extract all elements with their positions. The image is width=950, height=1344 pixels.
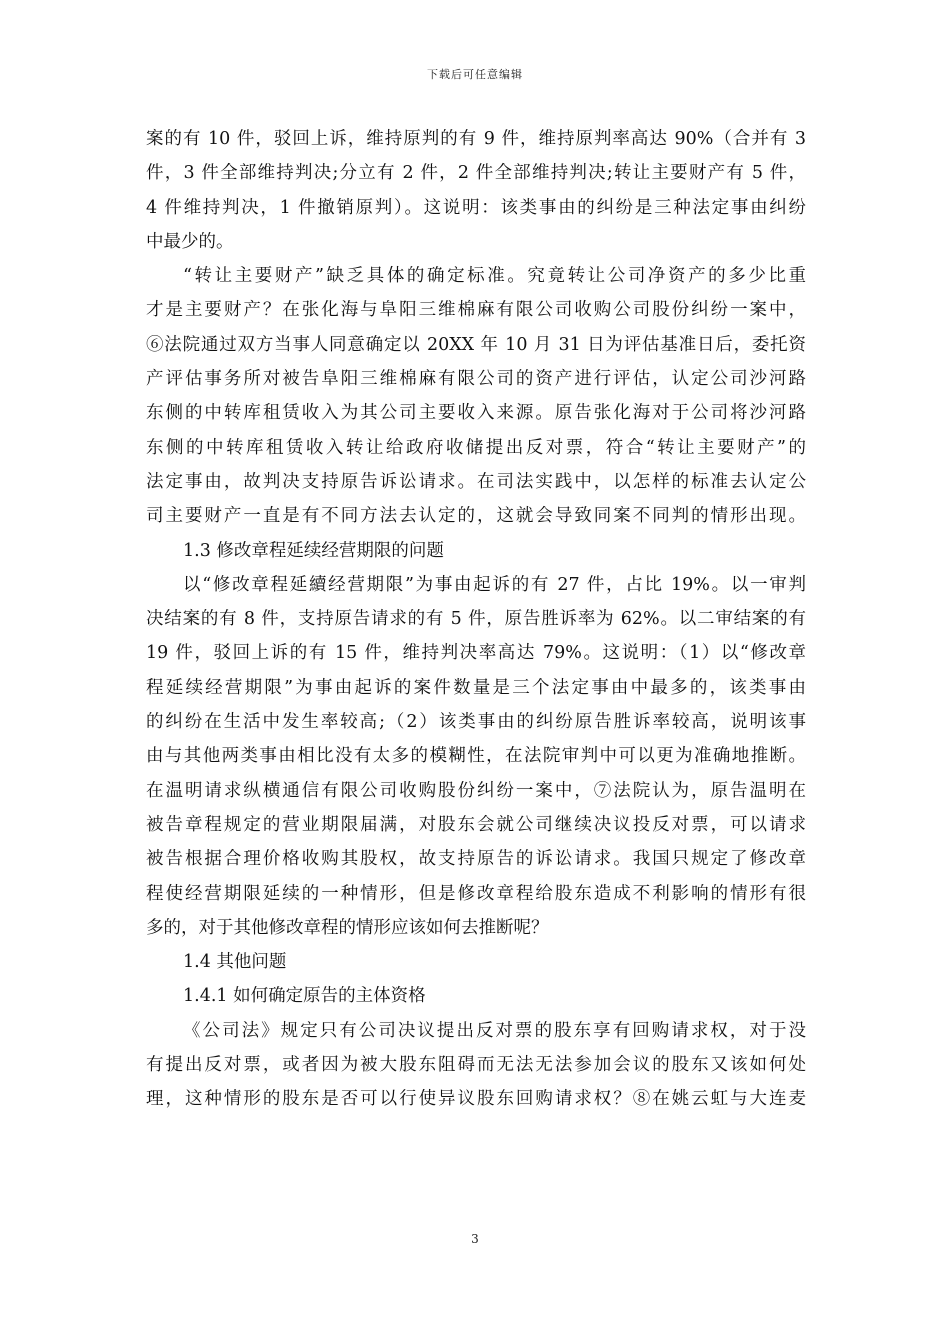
body-text xyxy=(146,122,806,1117)
subsection-heading: 1.4.1 如何确定原告的主体资格 xyxy=(183,986,426,1007)
text-line: 被告章程规定的营业期限届满，对股东会就公司继续决议投反对票，可以请求 xyxy=(146,814,806,835)
paragraph-first-line: 《公司法》规定只有公司决议提出反对票的股东享有回购请求权，对于没 xyxy=(183,1020,806,1041)
text-line: 件，3 件全部维持判决;分立有 2 件，2 件全部维持判决;转让主要财产有 5 件， xyxy=(146,163,806,184)
text-line: 决结案的有 8 件，支持原告请求的有 5 件，原告胜诉率为 62%。以二审结案的有 xyxy=(146,609,806,630)
text-line: 有提出反对票，或者因为被大股东阻碍而无法无法参加会议的股东又该如何处 xyxy=(146,1055,806,1076)
text-line: 被告根据合理价格收购其股权，故支持原告的诉讼请求。我国只规定了修改章 xyxy=(146,849,806,870)
text-line: 4 件维持判决，1 件撤销原判）。这说明：该类事由的纠纷是三种法定事由纠纷 xyxy=(146,197,806,218)
text-line: ⑥法院通过双方当事人同意确定以 20XX 年 10 月 31 日为评估基准日后，委托资 xyxy=(146,334,806,355)
page-header: 下载后可任意编辑 xyxy=(427,68,523,81)
text-line: 由与其他两类事由相比没有太多的模糊性，在法院审判中可以更为准确地推断。 xyxy=(146,746,806,767)
paragraph-first-line: 以“修改章程延續经营期限”为事由起诉的有 27 件，占比 19%。以一审判 xyxy=(183,574,806,595)
text-line: 东侧的中转库租赁收入为其公司主要收入来源。原告张化海对于公司将沙河路 xyxy=(146,403,806,424)
text-line: 在温明请求纵横通信有限公司收购股份纠纷一案中，⑦法院认为，原告温明在 xyxy=(146,780,806,801)
text-line: 法定事由，故判决支持原告诉讼请求。在司法实践中，以怎样的标准去认定公 xyxy=(146,471,806,492)
text-line: 程使经营期限延续的一种情形，但是修改章程给股东造成不利影响的情形有很 xyxy=(146,883,806,904)
text-line: 19 件，驳回上诉的有 15 件，维持判决率高达 79%。这说明：（1）以“修改章 xyxy=(146,643,806,664)
text-line: 理，这种情形的股东是否可以行使异议股东回购请求权？⑧在姚云虹与大连麦 xyxy=(146,1089,806,1110)
text-line: 产评估事务所对被告阜阳三维棉麻有限公司的资产进行评估，认定公司沙河路 xyxy=(146,369,806,390)
text-line: 东侧的中转库租赁收入转让给政府收储提出反对票，符合“转让主要财产”的 xyxy=(146,437,806,458)
section-heading: 1.4 其他问题 xyxy=(183,952,287,973)
text-line: 程延续经营期限”为事由起诉的案件数量是三个法定事由中最多的，该类事由 xyxy=(146,677,806,698)
paragraph-first-line: “转让主要财产”缺乏具体的确定标准。究竟转让公司净资产的多少比重 xyxy=(183,266,806,287)
text-line: 才是主要财产？在张化海与阜阳三维棉麻有限公司收购公司股份纠纷一案中， xyxy=(146,300,806,321)
text-line: 案的有 10 件，驳回上诉，维持原判的有 9 件，维持原判率高达 90%（合并有 3 xyxy=(146,129,806,149)
section-heading: 1.3 修改章程延续经营期限的问题 xyxy=(183,540,444,561)
text-line: 中最少的。 xyxy=(146,231,234,252)
page-number: 3 xyxy=(471,1232,479,1246)
text-line: 司主要财产一直是有不同方法去认定的，这就会导致同案不同判的情形出现。 xyxy=(146,506,806,527)
text-line: 多的，对于其他修改章程的情形应该如何去推断呢？ xyxy=(146,917,549,938)
text-line: 的纠纷在生活中发生率较高;（2）该类事由的纠纷原告胜诉率较高，说明该事 xyxy=(146,712,806,733)
